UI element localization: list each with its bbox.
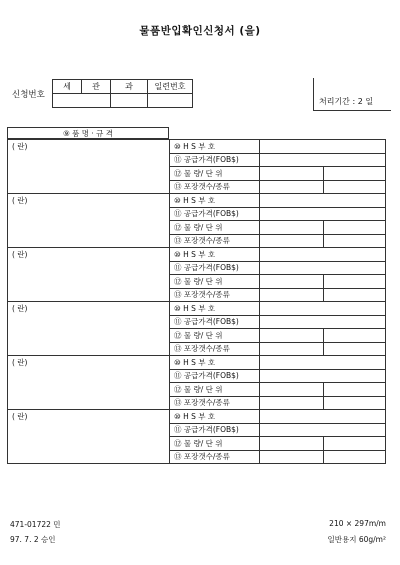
item-attribute-label: ⑪ 공급가격(FOB$) [170, 153, 260, 167]
item-value-field[interactable] [260, 342, 324, 356]
item-value-field[interactable] [260, 180, 324, 194]
item-name-cell[interactable]: ( 란) [8, 410, 170, 464]
item-name-cell[interactable]: ( 란) [8, 356, 170, 410]
paper-size: 210 × 297m/m [329, 519, 386, 528]
item-row [8, 302, 386, 316]
item-value-field[interactable] [260, 167, 324, 181]
form-number: 471-01722 민 [10, 520, 61, 529]
item-attribute-label: ⑫ 물 량/ 단 위 [170, 275, 260, 289]
item-attribute-label: ⑩ H S 부 호 [170, 410, 260, 424]
processing-period-box [313, 78, 391, 111]
item-name-cell[interactable]: ( 란) [8, 248, 170, 302]
item-value-field[interactable] [260, 302, 386, 316]
item-value-field[interactable] [260, 261, 386, 275]
item-attribute-label: ⑪ 공급가격(FOB$) [170, 369, 260, 383]
item-attribute-label: ⑫ 물 량/ 단 위 [170, 221, 260, 235]
item-value-field[interactable] [260, 234, 324, 248]
item-attribute-label: ⑬ 포장갯수/종류 [170, 450, 260, 464]
division-input[interactable] [111, 94, 148, 108]
item-value-field[interactable] [260, 153, 386, 167]
item-value-field[interactable] [260, 248, 386, 262]
item-attribute-label: ⑫ 물 량/ 단 위 [170, 167, 260, 181]
item-attribute-label: ⑫ 물 량/ 단 위 [170, 437, 260, 451]
item-attribute-label: ⑩ H S 부 호 [170, 194, 260, 208]
item-attribute-label: ⑬ 포장갯수/종류 [170, 288, 260, 302]
request-number-label: 신청번호 [12, 90, 45, 100]
item-attribute-label: ⑬ 포장갯수/종류 [170, 234, 260, 248]
item-attribute-label: ⑬ 포장갯수/종류 [170, 396, 260, 410]
request-number-table [52, 79, 193, 108]
item-value-field[interactable] [260, 410, 386, 424]
item-name-cell[interactable]: ( 란) [8, 302, 170, 356]
serial-input[interactable] [148, 94, 193, 108]
approval-date: 97. 7. 2 승인 [10, 535, 56, 544]
item-attribute-label: ⑫ 물 량/ 단 위 [170, 329, 260, 343]
item-unit-field[interactable] [324, 221, 386, 235]
item-unit-field[interactable] [324, 396, 386, 410]
header-cell-division: 과 [111, 80, 148, 94]
item-attribute-label: ⑩ H S 부 호 [170, 248, 260, 262]
item-value-field[interactable] [260, 194, 386, 208]
item-unit-field[interactable] [324, 275, 386, 289]
item-unit-field[interactable] [324, 450, 386, 464]
item-attribute-label: ⑩ H S 부 호 [170, 356, 260, 370]
item-attribute-label: ⑬ 포장갯수/종류 [170, 180, 260, 194]
header-cell-customs-2: 관 [82, 80, 111, 94]
item-attribute-label: ⑪ 공급가격(FOB$) [170, 261, 260, 275]
item-unit-field[interactable] [324, 234, 386, 248]
item-name-cell[interactable]: ( 란) [8, 194, 170, 248]
item-unit-field[interactable] [324, 167, 386, 181]
processing-period: 처리기간 : 2 일 [319, 97, 374, 106]
item-row [8, 140, 386, 154]
item-row [8, 194, 386, 208]
item-value-field[interactable] [260, 396, 324, 410]
item-value-field[interactable] [260, 437, 324, 451]
item-value-field[interactable] [260, 315, 386, 329]
item-value-field[interactable] [260, 369, 386, 383]
customs-input[interactable] [53, 94, 111, 108]
item-unit-field[interactable] [324, 180, 386, 194]
form-title: 물품반입확인신청서 (을) [139, 25, 261, 37]
item-row [8, 356, 386, 370]
item-unit-field[interactable] [324, 437, 386, 451]
item-attribute-label: ⑪ 공급가격(FOB$) [170, 207, 260, 221]
item-attribute-label: ⑫ 물 량/ 단 위 [170, 383, 260, 397]
item-unit-field[interactable] [324, 329, 386, 343]
item-unit-field[interactable] [324, 342, 386, 356]
item-value-field[interactable] [260, 450, 324, 464]
item-name-cell[interactable]: ( 란) [8, 140, 170, 194]
item-value-field[interactable] [260, 275, 324, 289]
paper-type: 일반용지 60g/m² [327, 535, 386, 544]
item-attribute-label: ⑪ 공급가격(FOB$) [170, 315, 260, 329]
item-attribute-label: ⑪ 공급가격(FOB$) [170, 423, 260, 437]
item-value-field[interactable] [260, 356, 386, 370]
item-attribute-label: ⑩ H S 부 호 [170, 302, 260, 316]
item-attribute-label: ⑩ H S 부 호 [170, 140, 260, 154]
item-row [8, 410, 386, 424]
header-cell-serial: 일련번호 [148, 80, 193, 94]
item-value-field[interactable] [260, 383, 324, 397]
item-attribute-label: ⑬ 포장갯수/종류 [170, 342, 260, 356]
item-unit-field[interactable] [324, 383, 386, 397]
item-value-field[interactable] [260, 221, 324, 235]
item-value-field[interactable] [260, 423, 386, 437]
column-header-item-spec: ⑨ 품 명 · 규 격 [7, 127, 169, 139]
item-row [8, 248, 386, 262]
item-value-field[interactable] [260, 288, 324, 302]
items-table [7, 139, 386, 464]
item-unit-field[interactable] [324, 288, 386, 302]
item-value-field[interactable] [260, 329, 324, 343]
header-cell-customs-1: 세 [53, 80, 82, 94]
item-value-field[interactable] [260, 140, 386, 154]
item-value-field[interactable] [260, 207, 386, 221]
